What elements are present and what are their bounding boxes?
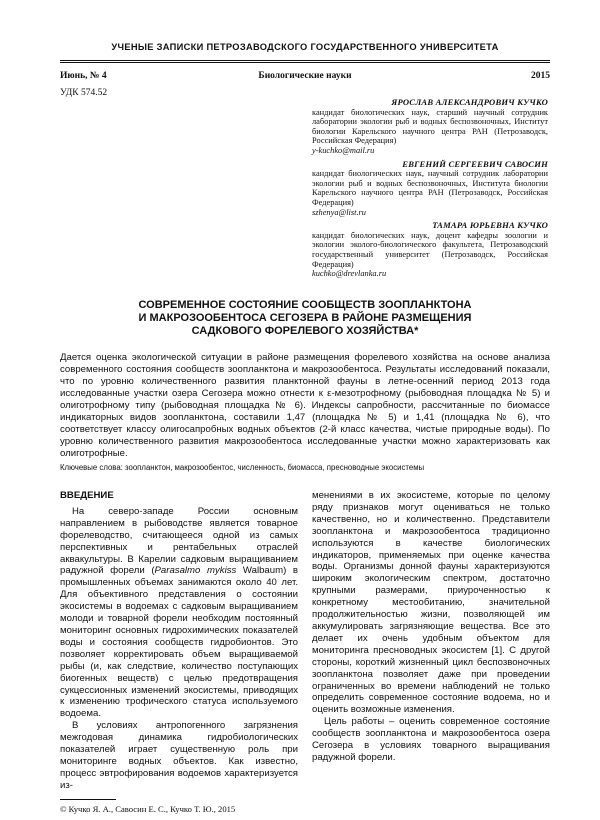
body-column-right (312, 490, 550, 764)
header-rule (60, 60, 550, 61)
author-name: ЕВГЕНИЙ СЕРГЕЕВИЧ САВОСИН (402, 158, 548, 169)
footer-rule (60, 799, 116, 800)
author-email: y-kuchko@mail.ru (312, 145, 375, 155)
author-affiliation: кандидат биологических наук, доцент кафедры зоологии и экологии эколого-биологического факультета, Петрозаводский государственный университет (Петрозаводск, Российская Федерация) (312, 230, 548, 269)
udk-code: УДК 574.52 (60, 88, 108, 98)
paragraph-text: Walbaum) в промышленных объемах занимаются около 40 лет. Для объективного представления о состоянии экосистемы в водоемах с садковым выращиванием молоди и товарной форели необходим постоянный мониторинг основных гидрохимических показателей воды и состояния сообществ гидробионтов. Это позволяет корректировать объем выращиваемой рыбы (и, как следствие, количество поступающих биогенных веществ) с целью предотвращения сукцессионных изменений экосистемы, приводящих к изменению трофического статуса используемого водоема. (60, 565, 298, 720)
issue-number: Июнь, № 4 (60, 71, 107, 81)
title-line: И МАКРОЗООБЕНТОСА СЕГОЗЕРА В РАЙОНЕ РАЗМЕЩЕНИЯ (138, 312, 472, 324)
author-name: ТАМАРА ЮРЬЕВНА КУЧКО (432, 220, 548, 231)
copyright: © Кучко Я. А., Савосин Е. С., Кучко Т. Ю., 2015 (60, 804, 236, 814)
section-name: Биологические науки (258, 71, 352, 81)
author-entry (312, 221, 548, 279)
header-rule-thin (60, 62, 550, 63)
author-email: szhenya@list.ru (312, 207, 366, 217)
authors-block (312, 98, 548, 283)
body-column-left (60, 490, 298, 792)
paragraph: Цель работы – оценить современное состояние сообществ зоопланктона и макрозообентоса озера Сегозера в условиях товарного выращивания радужной форели. (312, 716, 550, 763)
paragraph: В условиях антропогенного загрязнения межгодовая динамика гидробиологических показателей играет существенную роль при мониторинге водных объектов. Как известно, процесс эвтрофирования водоемов характеризуется из- (60, 720, 298, 791)
paragraph-text: На северо-западе России основным направлением в рыбоводстве является товарное форелеводство, считающееся одной из самых перспективных и рентабельных отраслей аквакультуры. В Карелии садковым выращиванием радужной форели ( (60, 505, 298, 577)
title-line: САДКОВОГО ФОРЕЛЕВОГО ХОЗЯЙСТВА* (191, 325, 419, 337)
author-email: kuchko@drevlanka.ru (312, 269, 387, 279)
author-affiliation: кандидат биологических наук, научный сотрудник лаборатории экологии рыб и водных беспозвоночных, Института биологии Карельского научного центра РАН (Петрозаводск, Российская Федерация) (312, 169, 548, 207)
article-title (60, 299, 550, 338)
paragraph (60, 506, 298, 720)
author-entry (312, 98, 548, 156)
issue-year: 2015 (531, 71, 550, 81)
title-line: СОВРЕМЕННОЕ СОСТОЯНИЕ СООБЩЕСТВ ЗООПЛАНКТОНА (138, 299, 472, 311)
species-name: Parasalmo mykiss (154, 565, 237, 577)
journal-title: УЧЕНЫЕ ЗАПИСКИ ПЕТРОЗАВОДСКОГО ГОСУДАРСТВЕННОГО УНИВЕРСИТЕТА (111, 42, 499, 52)
intro-heading: ВВЕДЕНИЕ (60, 490, 114, 501)
author-affiliation: кандидат биологических наук, старший научный сотрудник лаборатории экологии рыб и водных беспозвоночных, Институт биологии Карельского научного центра РАН (Петрозаводск, Российская Федерация) (312, 107, 548, 146)
author-entry (312, 160, 548, 218)
keywords: Ключевые слова: зоопланктон, макрозообентос, численность, биомасса, пресноводные экосистемы (60, 463, 425, 472)
author-name: ЯРОСЛАВ АЛЕКСАНДРОВИЧ КУЧКО (391, 97, 548, 107)
abstract: Дается оценка экологической ситуации в районе размещения форелевого хозяйства на основе анализа современного состояния сообществ зоопланктона и макрозообентоса. Результаты исследований показали, что по уровню количественного развития планктонной фауны в летне-осенний период 2013 года исследованные участки озера Сегозера можно отнести к ε-мезотрофному (рыбоводная площадка № 5) и олиготрофному типу (рыбоводная площадка № 6). Индексы сапробности, рассчитанные по биомассе индикаторных видов зоопланктона, составили 1,47 (площадка № 5) и 1,41 (площадка № 6), что соответствует классу олигосапробных водных объектов (2-й класс качества, чистые природные воды). По уровню количественного развития макрозообентоса исследованные участки можно характеризовать как олиготрофные. (60, 352, 550, 459)
paragraph: менениями в их экосистеме, которые по целому ряду признаков могут оцениваться не только качественно, но и количественно. Представители зоопланктона и макрозообентоса традиционно используются в качестве биологических индикаторов, применяемых при оценке качества воды. Организмы донной фауны характеризуются широким экологическим спектром, достаточно крупными размерами, приуроченностью к конкретному местообитанию, значительной продолжительностью жизни, позволяющей им аккумулировать загрязняющие вещества. Все это делает их очень удобным объектом для мониторинга пресноводных экосистем [1]. С другой стороны, короткий жизненный цикл беспозвоночных зоопланктона позволяет даже при проведении ограниченных во времени наблюдений не только определить современное состояние водоема, но и оценить возможные изменения. (312, 490, 550, 716)
